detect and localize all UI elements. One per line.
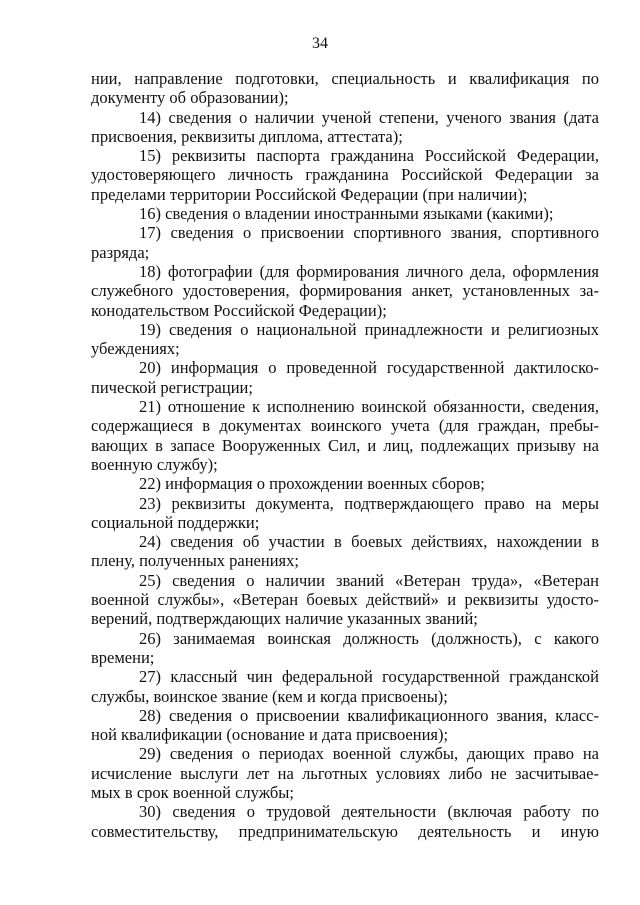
text-line: удостоверяющего личность гражданина Российской Федерации за — [91, 165, 599, 185]
text-line: совместительству, предпринимательскую деятельность и иную — [91, 821, 599, 841]
text-line: 28) сведения о присвоении квалификационного звания, класс- — [139, 705, 599, 725]
text-line: мых в срок военной службы; — [91, 782, 294, 802]
text-line: 21) отношение к исполнению воинской обязанности, сведения, — [139, 397, 599, 417]
text-line: 14) сведения о наличии ученой степени, ученого звания (дата — [139, 107, 599, 127]
text-line: содержащиеся в документах воинского учета (для граждан, пребы- — [91, 416, 599, 436]
text-line: верений, подтверждающих наличие указанных званий; — [91, 609, 478, 629]
text-line: 15) реквизиты паспорта гражданина Российской Федерации, — [139, 146, 599, 166]
body-text — [91, 69, 599, 841]
text-line: 29) сведения о периодах военной службы, дающих право на — [139, 744, 599, 764]
text-line: времени; — [91, 647, 155, 667]
text-line: службы, воинское звание (кем и когда присвоены); — [91, 686, 448, 706]
page-number: 34 — [312, 35, 328, 52]
text-line: пределами территории Российской Федерации (при наличии); — [91, 184, 528, 204]
text-line: военной службы», «Ветеран боевых действий» и реквизиты удосто- — [91, 590, 599, 610]
text-line: служебного удостоверения, формирования анкет, установленных за- — [91, 281, 599, 301]
text-line: убеждениях; — [91, 339, 180, 359]
text-line: 17) сведения о присвоении спортивного звания, спортивного — [139, 223, 599, 243]
text-line: вающих в запасе Вооруженных Сил, и лиц, подлежащих призыву на — [91, 435, 599, 455]
text-line: 18) фотографии (для формирования личного дела, оформления — [139, 261, 599, 281]
text-line: документу об образовании); — [91, 88, 289, 108]
text-line: 22) информация о прохождении военных сборов; — [139, 474, 485, 494]
text-line: 30) сведения о трудовой деятельности (включая работу по — [139, 802, 599, 822]
text-line: социальной поддержки; — [91, 512, 260, 532]
text-line: 24) сведения об участии в боевых действиях, нахождении в — [139, 532, 599, 552]
text-line: ной квалификации (основание и дата присвоения); — [91, 725, 449, 745]
text-line: 19) сведения о национальной принадлежности и религиозных — [139, 319, 599, 339]
text-line: 27) классный чин федеральной государственной гражданской — [139, 667, 599, 687]
text-line: 25) сведения о наличии званий «Ветеран труда», «Ветеран — [139, 570, 599, 590]
text-line: 23) реквизиты документа, подтверждающего право на меры — [139, 493, 599, 513]
text-line: плену, полученных ранениях; — [91, 551, 299, 571]
text-line: нии, направление подготовки, специальность и квалификация по — [91, 69, 599, 88]
text-line: присвоения, реквизиты диплома, аттестата); — [91, 126, 403, 146]
text-line: разряда; — [91, 242, 150, 262]
text-line: 16) сведения о владении иностранными языками (какими); — [139, 204, 554, 224]
text-line: пической регистрации; — [91, 377, 253, 397]
text-line: 20) информация о проведенной государственной дактилоско- — [139, 358, 599, 378]
text-line: 26) занимаемая воинская должность (должность), с какого — [139, 628, 599, 648]
text-line: исчисление выслуги лет на льготных условиях либо не засчитывае- — [91, 763, 599, 783]
text-line: военную службу); — [91, 454, 218, 474]
text-line: конодательством Российской Федерации); — [91, 300, 387, 320]
